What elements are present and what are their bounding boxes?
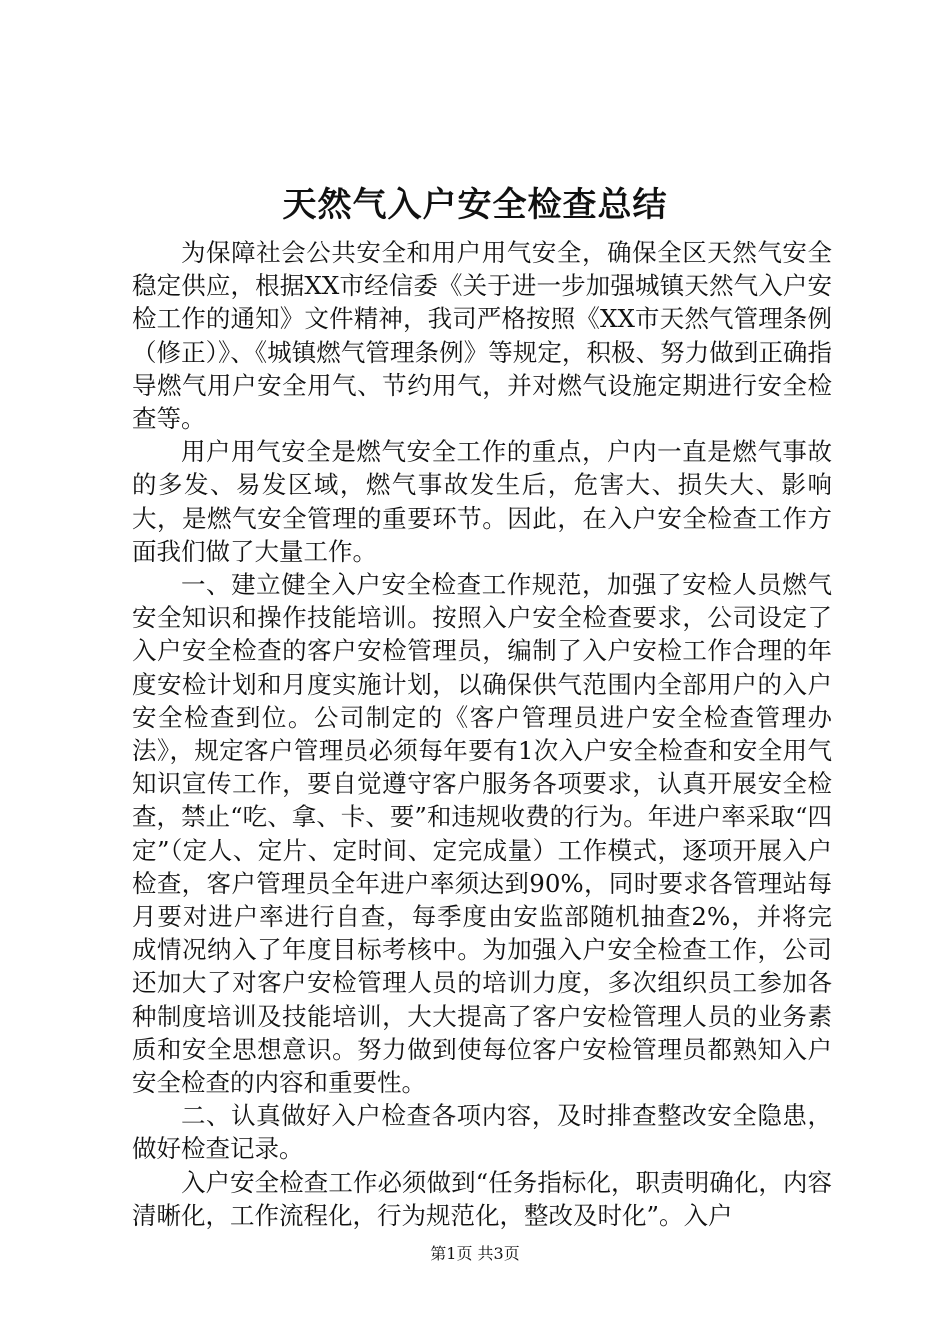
paragraph-section-one: 一、建立健全入户安全检查工作规范，加强了安检人员燃气安全知识和操作技能培训。按照入户安全检查要求，公司设定了入户安全检查的客户安检管理员，编制了入户安检工作合理的年度安检计划和月度实施计划，以确保供气范围内全部用户的入户安全检查到位。公司制定的《客户管理员进户安全检查管理办法》，规定客户管理员必须每年要有1次入户安全检查和安全用气知识宣传工作，要自觉遵守客户服务各项要求，认真开展安全检查，禁止“吃、拿、卡、要”和违规收费的行为。年进户率采取“四定”（定人、定片、定时间、定完成量）工作模式，逐项开展入户检查，客户管理员全年进户率须达到90%，同时要求各管理站每月要对进户率进行自查，每季度由安监部随机抽查2%，并将完成情况纳入了年度目标考核中。为加强入户安全检查工作，公司还加大了对客户安检管理人员的培训力度，多次组织员工参加各种制度培训及技能培训，大大提高了客户安检管理人员的业务素质和安全思想意识。努力做到使每位客户安检管理员都熟知入户安全检查的内容和重要性。 bbox=[132, 570, 832, 1098]
page-number-footer: 第1页 共3页 bbox=[430, 1244, 520, 1263]
paragraph-section-two-heading: 二、认真做好入户检查各项内容，及时排查整改安全隐患，做好检查记录。 bbox=[132, 1101, 832, 1164]
paragraph-importance: 用户用气安全是燃气安全工作的重点，户内一直是燃气事故的多发、易发区域，燃气事故发生后，危害大、损失大、影响大，是燃气安全管理的重要环节。因此，在入户安全检查工作方面我们做了大量工作。 bbox=[132, 437, 832, 566]
document-title: 天然气入户安全检查总结 bbox=[282, 185, 668, 225]
paragraph-intro: 为保障社会公共安全和用户用气安全，确保全区天然气安全稳定供应，根据XX市经信委《关于进一步加强城镇天然气入户安检工作的通知》文件精神，我司严格按照《XX市天然气管理条例（修正）》、《城镇燃气管理条例》等规定，积极、努力做到正确指导燃气用户安全用气、节约用气，并对燃气设施定期进行安全检查等。 bbox=[132, 238, 832, 434]
document-body bbox=[132, 236, 832, 1232]
paragraph-requirements: 入户安全检查工作必须做到“任务指标化，职责明确化，内容清晰化，工作流程化，行为规范化，整改及时化”。入户 bbox=[132, 1167, 832, 1230]
